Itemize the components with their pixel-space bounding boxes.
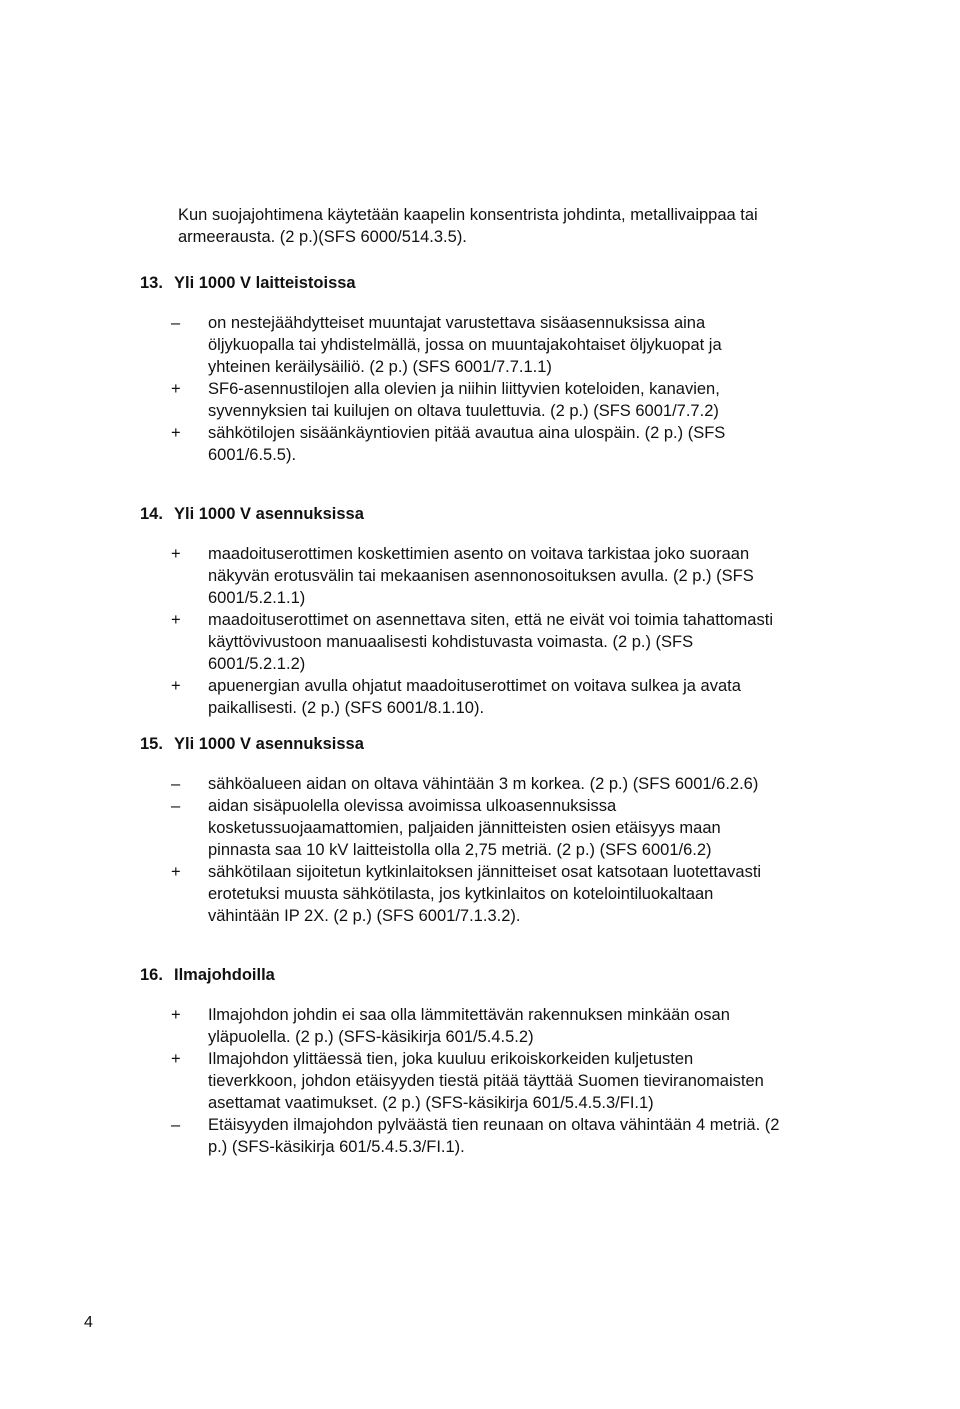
section-number: 15. xyxy=(140,735,163,753)
section-title xyxy=(140,964,780,986)
dash-bullet: – xyxy=(171,1116,181,1134)
section-title-text: Yli 1000 V laitteistoissa xyxy=(174,274,356,292)
item-text: Etäisyyden ilmajohdon pylväästä tien reunaan on oltava vähintään 4 metriä. (2 p.) (SFS-käsikirja 601/5.4.5.3/FI.1). xyxy=(208,1116,780,1156)
intro-paragraph: Kun suojajohtimena käytetään kaapelin konsentrista johdinta, metallivaippaa tai armeerausta. (2 p.)(SFS 6000/514.3.5). xyxy=(178,206,758,246)
plus-bullet: + xyxy=(171,863,181,881)
list-item xyxy=(140,1048,780,1114)
section-13 xyxy=(140,272,780,466)
list-item xyxy=(140,378,780,422)
dash-bullet: – xyxy=(171,797,181,815)
section-title-text: Yli 1000 V asennuksissa xyxy=(174,505,364,523)
list-item xyxy=(140,609,780,675)
section-number: 13. xyxy=(140,274,163,292)
section-title xyxy=(140,503,780,525)
plus-bullet: + xyxy=(171,380,181,398)
plus-bullet: + xyxy=(171,424,181,442)
section-title xyxy=(140,272,780,294)
item-text: maadoituserottimet on asennettava siten, että ne eivät voi toimia tahattomasti käyttövivustoon manuaalisesti kohdistuvasta voimasta. (2 p.) (SFS 6001/5.2.1.2) xyxy=(208,611,773,673)
item-text: Ilmajohdon ylittäessä tien, joka kuuluu erikoiskorkeiden kuljetusten tieverkkoon, johdon etäisyyden tiestä pitää täyttää Suomen tieviranomaisten asettamat vaatimukset. (2 p.) (SFS-käsikirja 601/5.4.5.3/FI.1) xyxy=(208,1050,764,1112)
item-text: on nestejäähdytteiset muuntajat varustettava sisäasennuksissa aina öljykuopalla tai yhdistelmällä, jossa on muuntajakohtaiset öljykuopat ja yhteinen keräilysäiliö. (2 p.) (SFS 6001/7.7.1.1) xyxy=(208,314,722,376)
section-number: 14. xyxy=(140,505,163,523)
plus-bullet: + xyxy=(171,611,181,629)
item-text: Ilmajohdon johdin ei saa olla lämmitettävän rakennuksen minkään osan yläpuolella. (2 p.) (SFS-käsikirja 601/5.4.5.2) xyxy=(208,1006,730,1046)
list-item xyxy=(140,1114,780,1158)
plus-bullet: + xyxy=(171,1006,181,1024)
section-16 xyxy=(140,964,780,1158)
dash-bullet: – xyxy=(171,314,181,332)
page-number: 4 xyxy=(84,1314,93,1331)
list-item xyxy=(140,675,780,719)
list-item xyxy=(140,795,780,861)
item-text: aidan sisäpuolella olevissa avoimissa ulkoasennuksissa kosketussuojaamattomien, paljaiden jännitteisten osien etäisyys maan pinnasta saa 10 kV laitteistolla olla 2,75 metriä. (2 p.) (SFS 6001/6.2) xyxy=(208,797,721,859)
plus-bullet: + xyxy=(171,677,181,695)
list-item xyxy=(140,861,780,927)
section-14 xyxy=(140,503,780,719)
section-15 xyxy=(140,733,780,927)
item-text: sähkötilojen sisäänkäyntiovien pitää avautua aina ulospäin. (2 p.) (SFS 6001/6.5.5). xyxy=(208,424,726,464)
section-title-text: Yli 1000 V asennuksissa xyxy=(174,735,364,753)
section-title-text: Ilmajohdoilla xyxy=(174,966,275,984)
item-text: maadoituserottimen koskettimien asento on voitava tarkistaa joko suoraan näkyvän erotusvälin tai mekaanisen asennonosoituksen avulla. (2 p.) (SFS 6001/5.2.1.1) xyxy=(208,545,754,607)
item-text: sähköalueen aidan on oltava vähintään 3 m korkea. (2 p.) (SFS 6001/6.2.6) xyxy=(208,775,759,793)
plus-bullet: + xyxy=(171,1050,181,1068)
list-item xyxy=(140,422,780,466)
section-title xyxy=(140,733,780,755)
item-text: apuenergian avulla ohjatut maadoituserottimet on voitava sulkea ja avata paikallisesti. (2 p.) (SFS 6001/8.1.10). xyxy=(208,677,741,717)
item-text: sähkötilaan sijoitetun kytkinlaitoksen jännitteiset osat katsotaan luotettavasti erotetuksi muusta sähkötilasta, jos kytkinlaitos on kotelointiluokaltaan vähintään IP 2X. (2 p.) (SFS 6001/7.1.3.2). xyxy=(208,863,762,925)
list-item xyxy=(140,773,780,795)
dash-bullet: – xyxy=(171,775,181,793)
list-item xyxy=(140,543,780,609)
section-number: 16. xyxy=(140,966,163,984)
list-item xyxy=(140,1004,780,1048)
item-text: SF6-asennustilojen alla olevien ja niihin liittyvien koteloiden, kanavien, syvennyksien tai kuilujen on oltava tuulettuvia. (2 p.) (SFS 6001/7.7.2) xyxy=(208,380,720,420)
list-item xyxy=(140,312,780,378)
plus-bullet: + xyxy=(171,545,181,563)
